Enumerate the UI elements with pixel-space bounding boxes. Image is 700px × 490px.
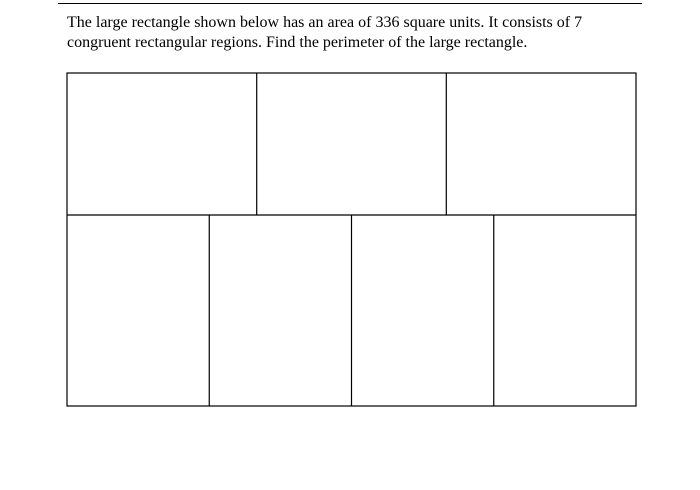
problem-statement: The large rectangle shown below has an area of 336 square units. It consists of 7 congruent rectangular regions. Find the perimeter of the large rectangle. xyxy=(67,14,583,51)
